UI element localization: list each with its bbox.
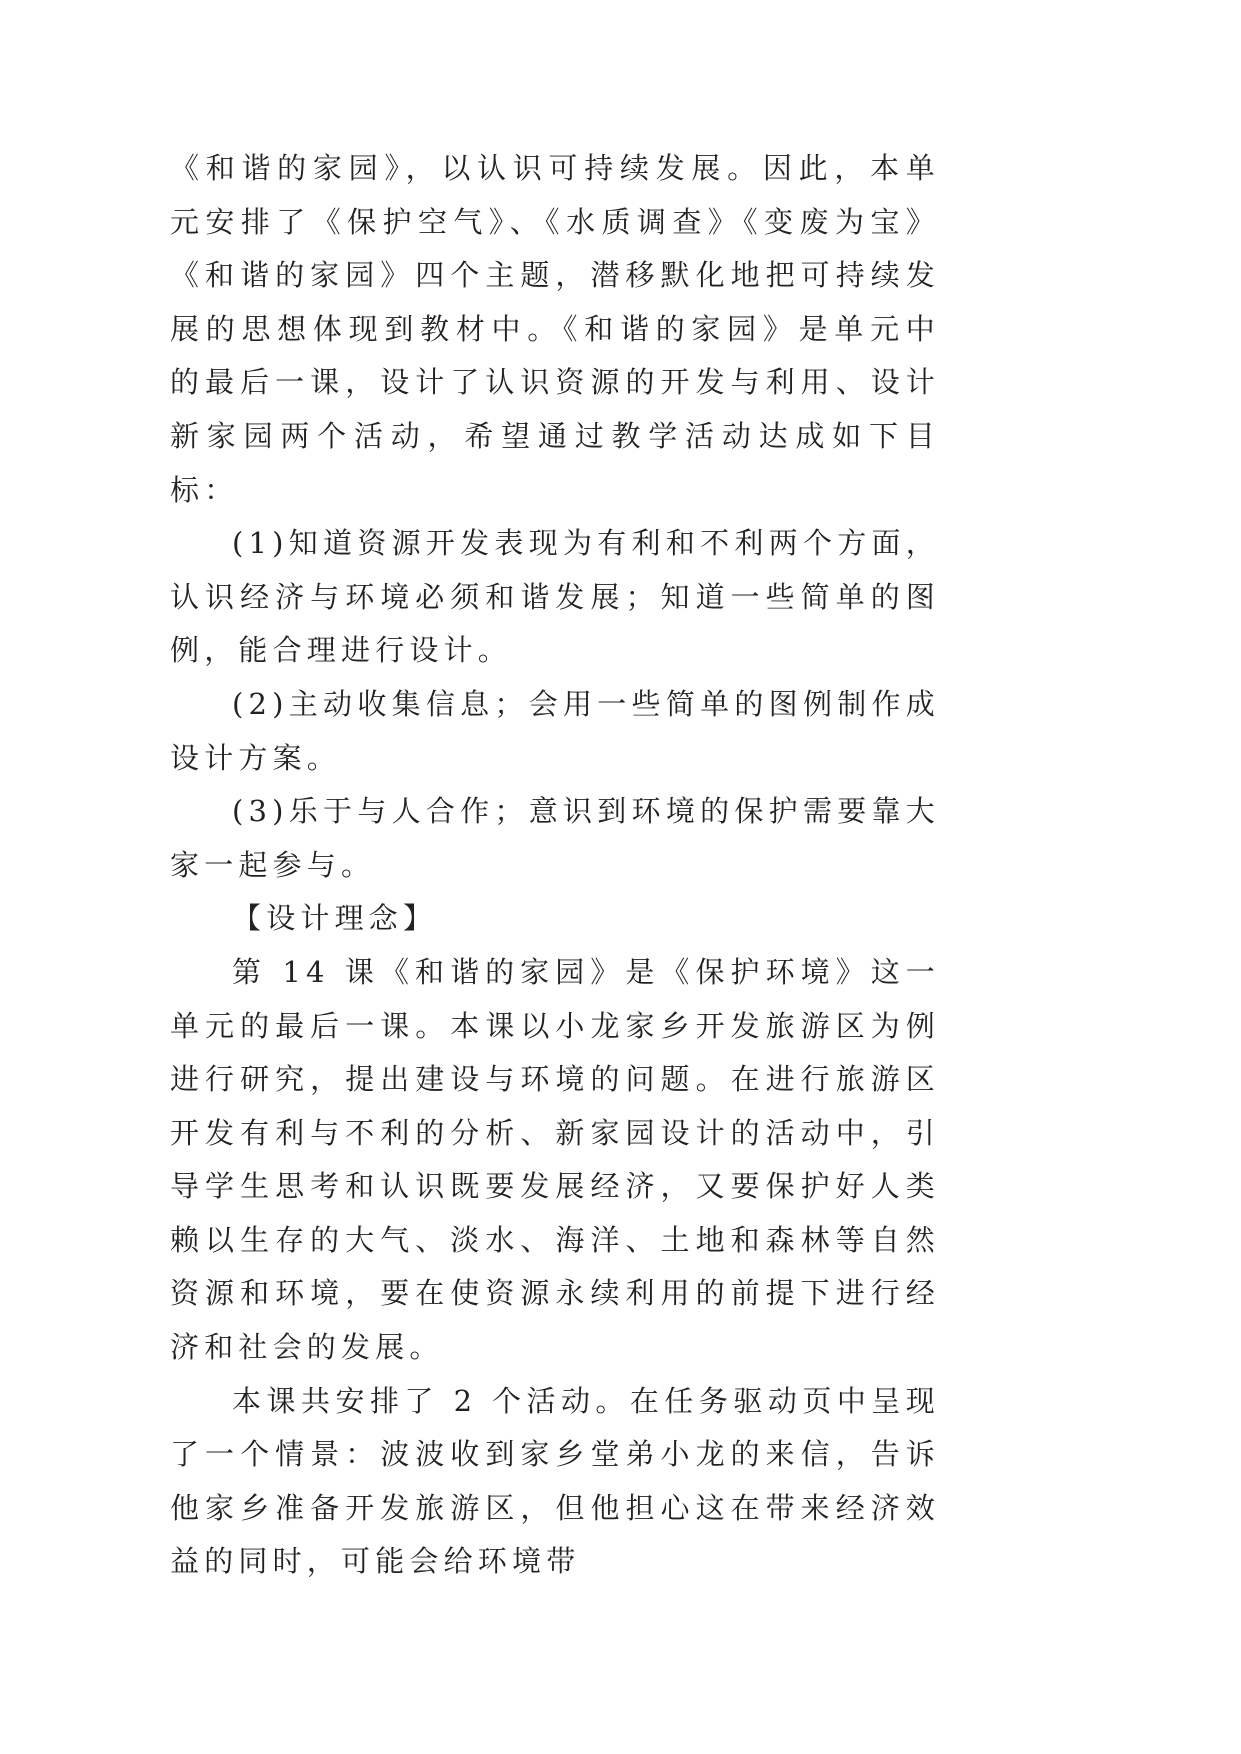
paragraph-design-concept: 第 14 课《和谐的家园》是《保护环境》这一单元的最后一课。本课以小龙家乡开发旅游区为例进行研究，提出建设与环境的问题。在进行旅游区开发有利与不利的分析、新家园设计的活动中，引导学生思考和认识既要发展经济，又要保护好人类赖以生存的大气、淡水、海洋、土地和森林等自然资源和环境，要在使资源永续利用的前提下进行经济和社会的发展。 xyxy=(170,954,940,1365)
paragraph-goal-1: (1)知道资源开发表现为有利和不利两个方面，认识经济与环境必须和谐发展；知道一些简单的图例，能合理进行设计。 xyxy=(170,526,940,668)
paragraph-goal-2: (2)主动收集信息；会用一些简单的图例制作成设计方案。 xyxy=(170,686,940,775)
paragraph-intro: 《和谐的家园》，以认识可持续发展。因此，本单元安排了《保护空气》、《水质调查》《变废为宝》《和谐的家园》四个主题，潜移默化地把可持续发展的思想体现到教材中。《和谐的家园》是单元中的最后一课，设计了认识资源的开发与利用、设计新家园两个活动，希望通过教学活动达成如下目标： xyxy=(170,151,940,507)
document-body xyxy=(170,142,940,1589)
section-heading-design-concept: 【设计理念】 xyxy=(232,901,438,936)
paragraph-goal-3: (3)乐于与人合作；意识到环境的保护需要靠大家一起参与。 xyxy=(170,794,940,882)
paragraph-activities: 本课共安排了 2 个活动。在任务驱动页中呈现了一个情景：波波收到家乡堂弟小龙的来信，告诉他家乡准备开发旅游区，但他担心这在带来经济效益的同时，可能会给环境带 xyxy=(170,1383,940,1579)
